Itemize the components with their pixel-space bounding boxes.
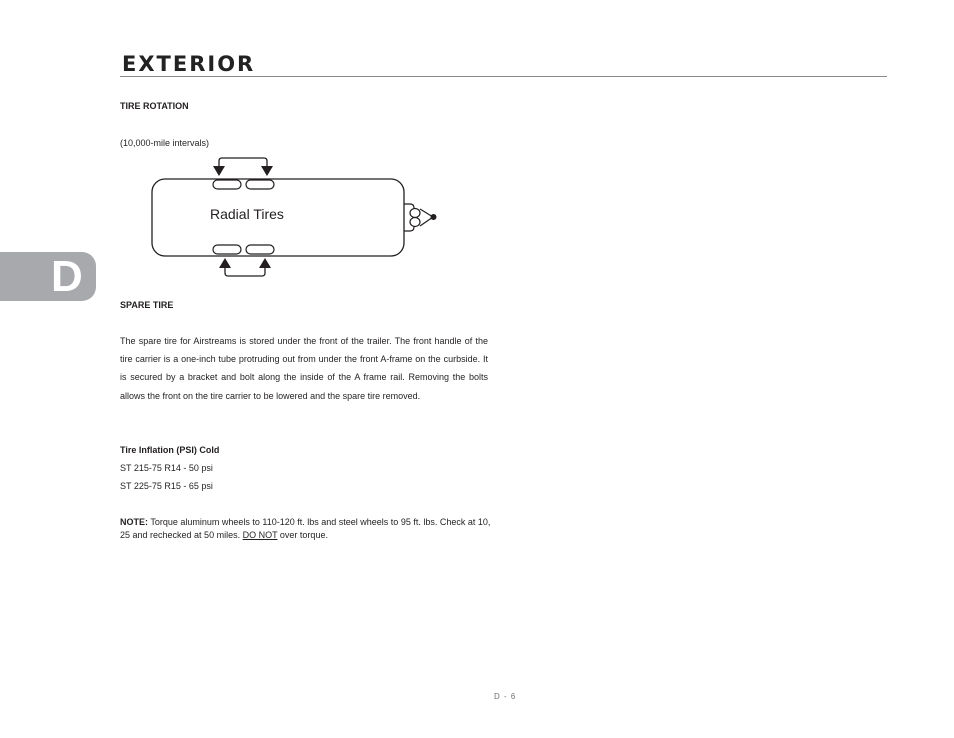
tire-rotation-diagram bbox=[140, 152, 445, 282]
note-text-after: over torque. bbox=[277, 529, 328, 540]
tire-top-front bbox=[246, 180, 274, 189]
tire-top-rear bbox=[213, 180, 241, 189]
spare-tire-bottom bbox=[410, 218, 420, 227]
section-tab-letter: D bbox=[51, 252, 83, 301]
note-text-before: Torque aluminum wheels to 110-120 ft. lbs and steel wheels to 95 ft. lbs. Check at 10, 25 and rechecked at 50 miles. bbox=[120, 517, 491, 540]
top-arrow-right bbox=[261, 166, 273, 176]
rotation-interval: (10,000-mile intervals) bbox=[120, 138, 210, 148]
inflation-heading: Tire Inflation (PSI) Cold bbox=[120, 445, 220, 455]
hitch-coupler bbox=[431, 214, 437, 220]
page-title: EXTERIOR bbox=[122, 52, 256, 76]
bottom-rotation-path bbox=[225, 261, 265, 276]
tire-bottom-front bbox=[246, 245, 274, 254]
bottom-arrow-right bbox=[259, 258, 271, 268]
tire-bottom-rear bbox=[213, 245, 241, 254]
tire-rotation-heading: TIRE ROTATION bbox=[120, 101, 189, 111]
bottom-arrow-left bbox=[219, 258, 231, 268]
section-tab bbox=[0, 252, 96, 301]
diagram-label: Radial Tires bbox=[210, 206, 284, 222]
page-number: D - 6 bbox=[494, 692, 517, 701]
spare-tire-heading: SPARE TIRE bbox=[120, 300, 174, 310]
spare-tire-top bbox=[410, 209, 420, 218]
title-divider bbox=[120, 76, 887, 77]
torque-note bbox=[120, 516, 492, 541]
note-label: NOTE: bbox=[120, 517, 148, 527]
spare-tire-paragraph: The spare tire for Airstreams is stored under the front of the trailer. The front handle of the tire carrier is a one-inch tube protruding out from under the front A-frame on the curbside. It is secured by a bracket and bolt along the inside of the A frame rail. Removing the bolts allows the front on the tire carrier to be lowered and the spare tire removed. bbox=[120, 336, 488, 401]
tire-spec-2: ST 225-75 R15 - 65 psi bbox=[120, 481, 213, 491]
tire-spec-1: ST 215-75 R14 - 50 psi bbox=[120, 463, 213, 473]
top-arrow-left bbox=[213, 166, 225, 176]
note-emphasis: DO NOT bbox=[242, 529, 278, 540]
top-rotation-path bbox=[219, 158, 267, 174]
